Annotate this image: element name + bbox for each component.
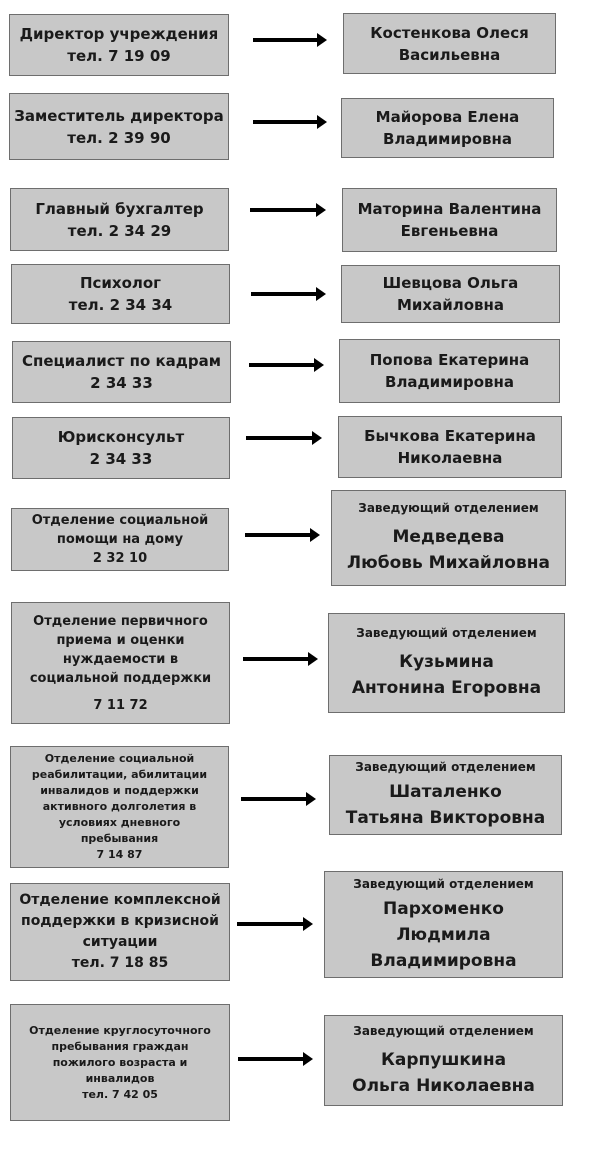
head-label: Заведующий отделением	[353, 876, 534, 891]
person-name-line: Костенкова Олеся	[370, 23, 529, 42]
person-name-line: Владимировна	[385, 373, 514, 391]
department-line: Отделение комплексной	[19, 892, 221, 908]
department-phone: 2 32 10	[92, 551, 148, 566]
arrow-3	[250, 208, 318, 212]
head-label: Заведующий отделением	[358, 501, 539, 515]
department-line: условиях дневного	[58, 816, 181, 829]
position-phone: 2 34 33	[90, 374, 153, 392]
position-title: Заместитель директора	[14, 106, 224, 125]
arrow-5	[249, 363, 316, 367]
position-title: Директор учреждения	[19, 25, 219, 43]
person-box-2	[341, 98, 554, 158]
department-line: помощи на дому	[56, 532, 184, 547]
head-label: Заведующий отделением	[356, 626, 537, 640]
department-line: Отделение социальной	[31, 513, 209, 528]
department-line: активного долголетия в	[42, 800, 197, 813]
head-name-line: Шаталенко	[389, 782, 502, 802]
position-phone: 2 34 33	[89, 450, 153, 468]
department-line: нуждаемости в	[62, 651, 179, 667]
department-line: Отделение социальной	[44, 752, 195, 765]
person-name-line: Владимировна	[383, 130, 512, 148]
person-box-1	[343, 13, 556, 74]
person-box-6	[338, 416, 562, 478]
head-box-7	[331, 490, 566, 586]
person-box-5	[339, 339, 560, 403]
position-phone: тел. 2 34 34	[68, 296, 173, 314]
position-box-deputy	[9, 93, 229, 160]
department-line: Отделение круглосуточного	[29, 1023, 211, 1037]
arrow-2	[253, 120, 319, 124]
department-line: ситуации	[82, 934, 158, 950]
position-box-psychologist	[11, 264, 230, 324]
person-name-line: Маторина Валентина	[357, 200, 542, 218]
head-label: Заведующий отделением	[353, 1023, 534, 1038]
head-name-line: Кузьмина	[399, 652, 494, 672]
arrow-4	[251, 292, 318, 296]
department-box-home-care	[11, 508, 229, 571]
department-box-primary-reception	[11, 602, 230, 724]
position-title: Юрисконсульт	[57, 428, 185, 446]
person-box-3	[342, 188, 557, 252]
head-box-8	[328, 613, 565, 713]
arrow-11	[238, 1057, 305, 1061]
arrow-6	[246, 436, 314, 440]
head-name-line: Татьяна Викторовна	[345, 808, 546, 828]
department-phone: 7 11 72	[93, 697, 148, 713]
person-name-line: Васильевна	[398, 45, 501, 64]
department-phone: тел. 7 42 05	[82, 1087, 158, 1101]
arrow-1	[253, 38, 319, 42]
department-phone: 7 14 87	[96, 848, 143, 861]
department-line: реабилитации, абилитации	[31, 768, 208, 781]
position-box-accountant	[10, 188, 229, 251]
department-line: поддержки в кризисной	[21, 913, 219, 929]
department-line: пребывания граждан	[51, 1039, 189, 1053]
arrow-9	[241, 797, 308, 801]
department-line: социальной поддержки	[29, 670, 212, 686]
head-name-line: Любовь Михайловна	[347, 553, 550, 573]
position-title: Специалист по кадрам	[21, 352, 222, 370]
department-box-round-the-clock	[10, 1004, 230, 1121]
head-name-line: Людмила	[396, 924, 491, 945]
department-line: инвалидов и поддержки	[40, 784, 199, 797]
person-name-line: Попова Екатерина	[369, 351, 530, 369]
position-title: Психолог	[79, 274, 162, 292]
department-line: пребывания	[80, 832, 159, 845]
head-name-line: Медведева	[392, 527, 505, 547]
position-phone: тел. 2 34 29	[67, 221, 172, 240]
position-phone: тел. 7 19 09	[67, 47, 171, 65]
person-name-line: Михайловна	[396, 296, 504, 314]
arrow-10	[237, 922, 305, 926]
position-box-director	[9, 14, 229, 76]
position-title: Главный бухгалтер	[35, 199, 204, 218]
department-line: инвалидов	[85, 1071, 155, 1085]
department-box-rehabilitation	[10, 746, 229, 868]
department-line: приема и оценки	[56, 632, 185, 648]
head-name-line: Пархоменко	[383, 898, 504, 919]
head-box-11	[324, 1015, 563, 1106]
head-name-line: Антонина Егоровна	[351, 678, 542, 698]
department-line: Отделение первичного	[33, 613, 208, 629]
position-phone: тел. 2 39 90	[67, 128, 171, 147]
head-name-line: Ольга Николаевна	[352, 1075, 535, 1096]
head-label: Заведующий отделением	[355, 760, 536, 774]
person-name-line: Николаевна	[397, 449, 503, 467]
department-line: пожилого возраста и	[52, 1055, 188, 1069]
position-box-lawyer	[12, 417, 230, 479]
person-name-line: Шевцова Ольга	[382, 274, 519, 292]
person-name-line: Евгеньевна	[400, 222, 499, 240]
person-box-4	[341, 265, 560, 323]
head-box-9	[329, 755, 562, 835]
arrow-8	[243, 657, 310, 661]
head-box-10	[324, 871, 563, 978]
arrow-7	[245, 533, 312, 537]
position-box-hr	[12, 341, 231, 403]
person-name-line: Майорова Елена	[375, 108, 520, 126]
head-name-line: Карпушкина	[380, 1049, 507, 1070]
department-box-crisis-support	[10, 883, 230, 981]
person-name-line: Бычкова Екатерина	[364, 427, 536, 445]
department-phone: тел. 7 18 85	[71, 955, 169, 971]
head-name-line: Владимировна	[370, 950, 517, 971]
